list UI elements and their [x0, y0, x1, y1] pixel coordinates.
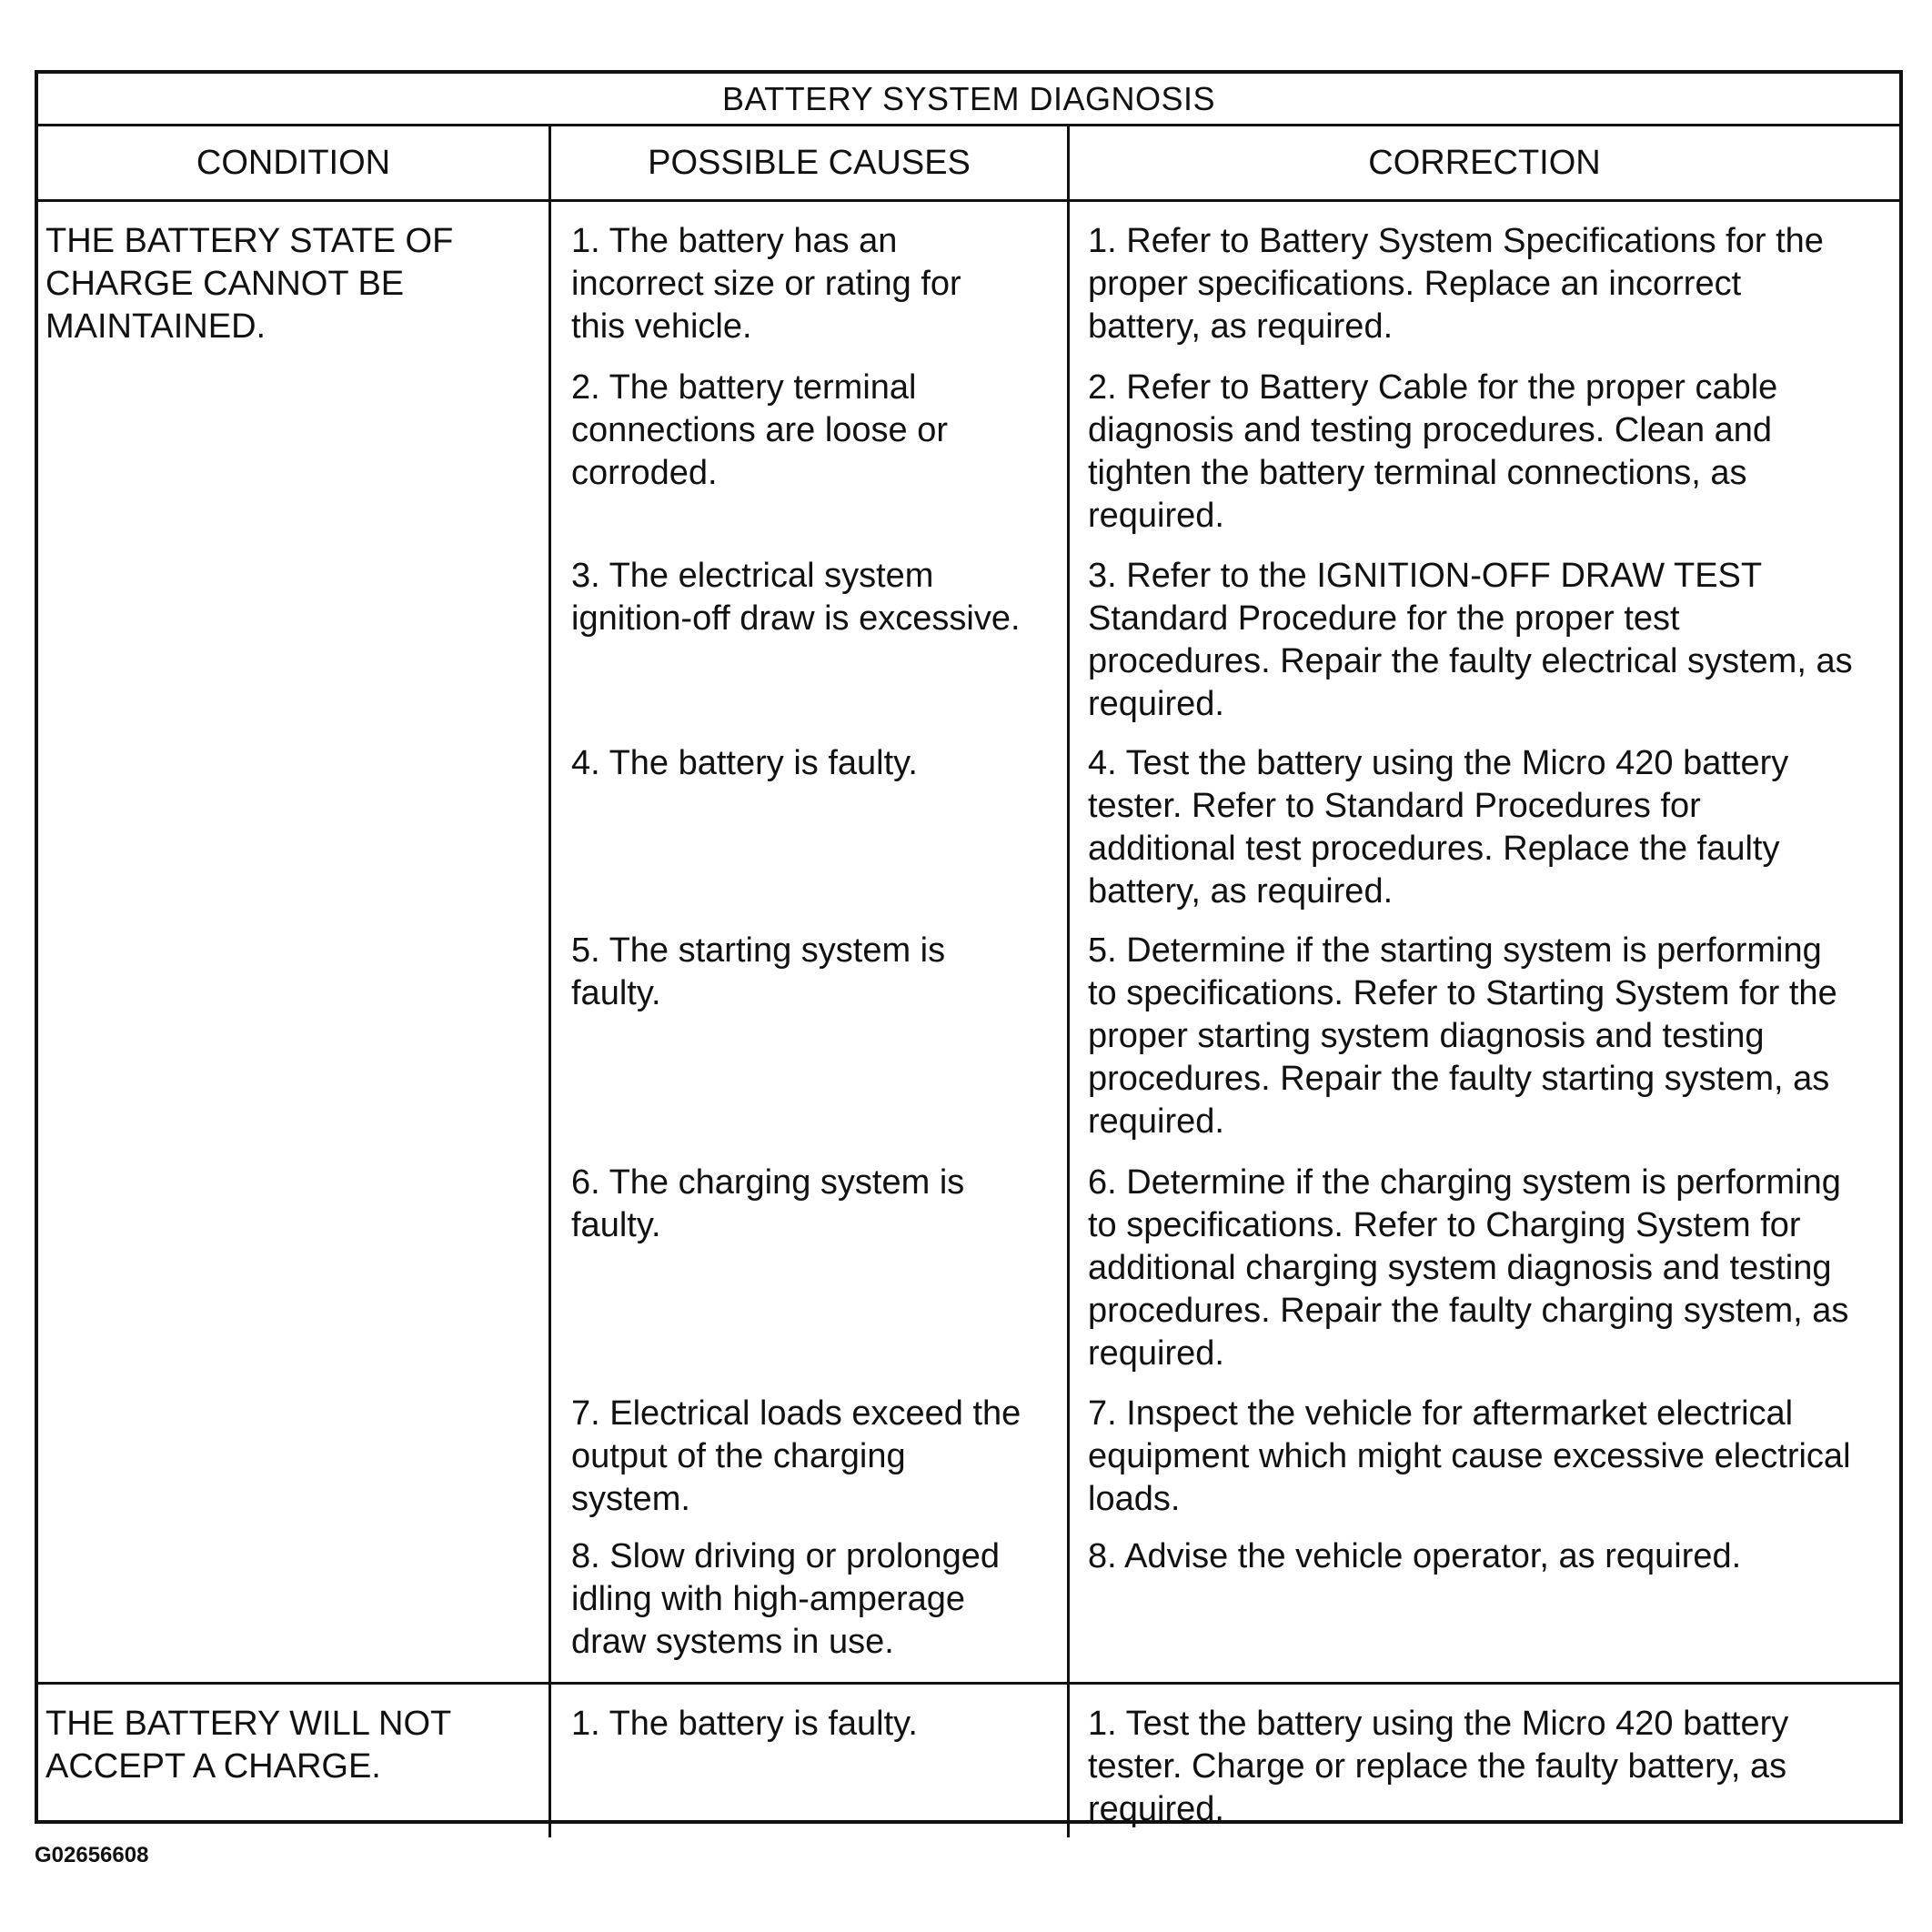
- correction-item: 6. Determine if the charging system is performing to specifications. Refer to Charging System for additional charging system diagnosis and testing procedures. Repair the faulty charging system, as required.: [1088, 1163, 1849, 1373]
- cause-item: 7. Electrical loads exceed the output of the charging system.: [571, 1394, 1021, 1518]
- correction-item: 8. Advise the vehicle operator, as required.: [1088, 1537, 1742, 1575]
- condition-group: [38, 202, 1899, 1685]
- condition-cell: THE BATTERY WILL NOT ACCEPT A CHARGE.: [38, 1685, 551, 1837]
- correction-item: 7. Inspect the vehicle for aftermarket electrical equipment which might cause excessive electrical loads.: [1088, 1394, 1851, 1518]
- cause-item: 5. The starting system is faulty.: [571, 931, 946, 1012]
- correction-item: 1. Refer to Battery System Specifications for the proper specifications. Replace an incorrect battery, as required.: [1088, 222, 1824, 346]
- correction-item: 3. Refer to the IGNITION-OFF DRAW TEST Standard Procedure for the proper test procedures. Repair the faulty electrical system, as required.: [1088, 557, 1853, 723]
- cause-item: 2. The battery terminal connections are loose or corroded.: [571, 368, 949, 492]
- cause-item: 1. The battery is faulty.: [571, 1705, 918, 1743]
- cause-item: 3. The electrical system ignition-off draw is excessive.: [571, 557, 1021, 638]
- header-row: [38, 126, 1899, 202]
- causes-column: [551, 202, 1070, 1682]
- table-title: BATTERY SYSTEM DIAGNOSIS: [38, 74, 1899, 126]
- header-correction: CORRECTION: [1368, 143, 1601, 182]
- condition-group: [38, 1685, 1899, 1837]
- correction-item: 2. Refer to Battery Cable for the proper cable diagnosis and testing procedures. Clean and tighten the battery terminal connections, as required.: [1088, 368, 1778, 535]
- condition-cell: THE BATTERY STATE OF CHARGE CANNOT BE MAINTAINED.: [38, 202, 551, 1682]
- header-condition: CONDITION: [38, 126, 551, 199]
- cause-item: 8. Slow driving or prolonged idling with high-amperage draw systems in use.: [571, 1537, 1001, 1661]
- cause-item: 1. The battery has an incorrect size or rating for this vehicle.: [571, 222, 961, 346]
- cause-item: 4. The battery is faulty.: [571, 744, 918, 782]
- corrections-column: [1070, 1685, 1899, 1837]
- correction-item: 5. Determine if the starting system is performing to specifications. Refer to Starting System for the proper starting system diagnosis and testing procedures. Repair the faulty starting system, as required.: [1088, 931, 1837, 1141]
- correction-item: 4. Test the battery using the Micro 420 battery tester. Refer to Standard Procedures for additional test procedures. Replace the faulty battery, as required.: [1088, 744, 1789, 911]
- correction-item: 1. Test the battery using the Micro 420 battery tester. Charge or replace the faulty battery, as required.: [1088, 1705, 1789, 1828]
- corrections-column: [1070, 202, 1899, 1682]
- cause-item: 6. The charging system is faulty.: [571, 1163, 965, 1244]
- figure-id: G02656608: [35, 1843, 149, 1867]
- header-possible-causes: POSSIBLE CAUSES: [551, 126, 1070, 199]
- diagnosis-table: [35, 70, 1903, 1828]
- causes-column: [551, 1685, 1070, 1837]
